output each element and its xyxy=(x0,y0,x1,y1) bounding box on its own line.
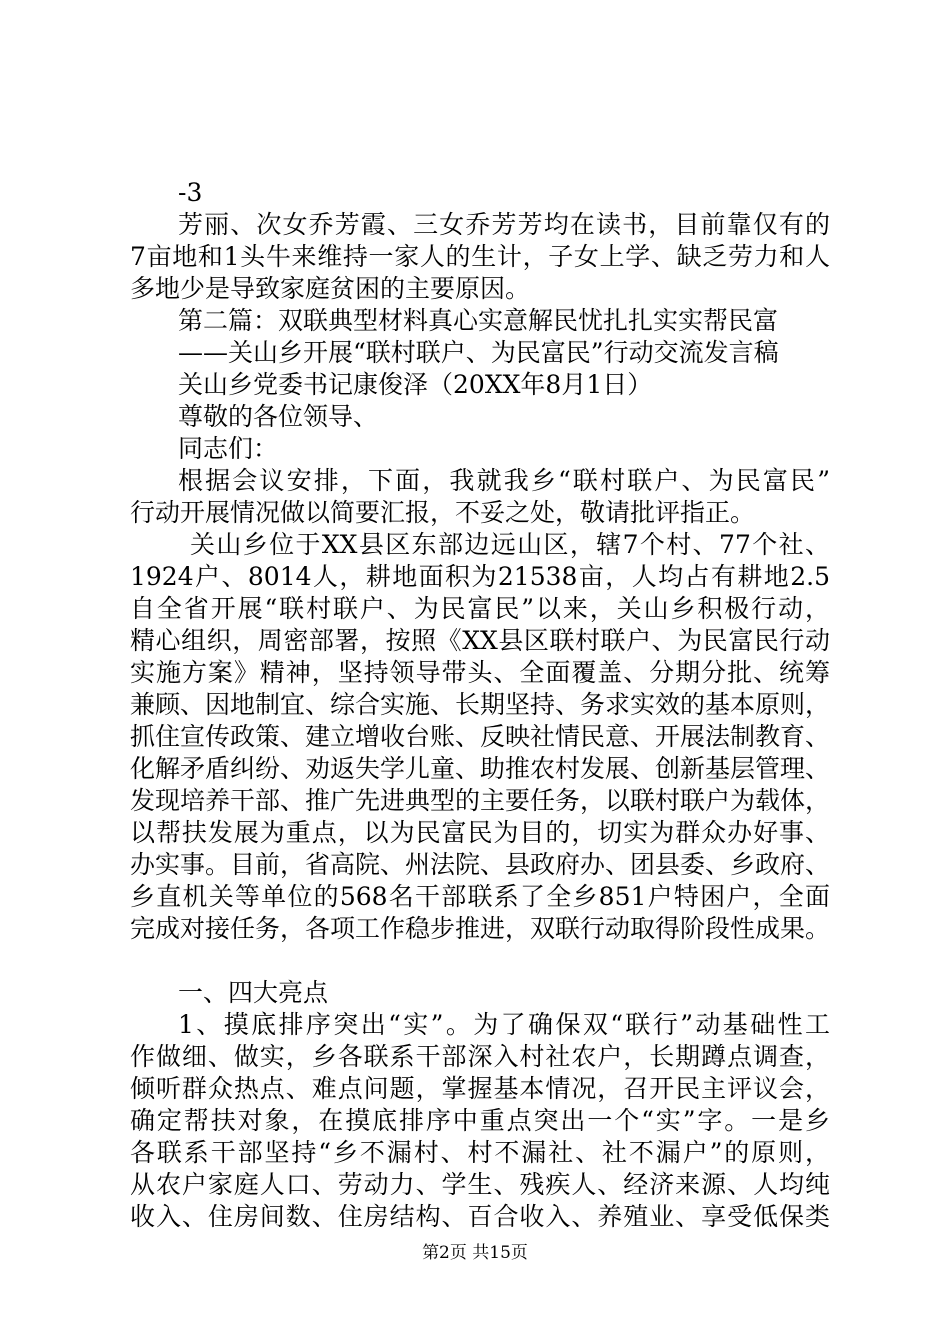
paragraph-line: 芳丽、次女乔芳霞、三女乔芳芳均在读书，目前靠仅有的 xyxy=(178,210,830,239)
paragraph-line: 完成对接任务，各项工作稳步推进，双联行动取得阶段性成果。 xyxy=(130,914,830,943)
section-subtitle: ——关山乡开展“联村联户、为民富民”行动交流发言稿 xyxy=(178,338,779,367)
paragraph-line: 关山乡位于XX县区东部边远山区，辖7个村、77个社、 xyxy=(190,530,830,559)
paragraph-line: 发现培养干部、推广先进典型的主要任务，以联村联户为载体， xyxy=(130,786,830,815)
paragraph-line: 抓住宣传政策、建立增收台账、反映社情民意、开展法制教育、 xyxy=(130,722,830,751)
paragraph-line: 精心组织，周密部署，按照《XX县区联村联户、为民富民行动 xyxy=(130,626,830,655)
paragraph-line: 7亩地和1头牛来维持一家人的生计，子女上学、缺乏劳力和人 xyxy=(130,242,830,271)
paragraph-line: 以帮扶发展为重点，以为民富民为目的，切实为群众办好事、 xyxy=(130,818,830,847)
page-continuation-marker: -3 xyxy=(178,178,203,207)
paragraph-line: 办实事。目前，省高院、州法院、县政府办、团县委、乡政府、 xyxy=(130,850,830,879)
paragraph-line: 倾听群众热点、难点问题，掌握基本情况，召开民主评议会， xyxy=(130,1074,830,1103)
section-title: 第二篇：双联典型材料真心实意解民忧扎扎实实帮民富 xyxy=(178,306,779,335)
salutation-line: 同志们： xyxy=(178,434,279,463)
paragraph-line: 多地少是导致家庭贫困的主要原因。 xyxy=(130,274,531,303)
speaker-line: 关山乡党委书记康俊泽（20XX年8月1日） xyxy=(178,370,653,399)
page-footer: 第2页 共15页 xyxy=(422,1243,528,1263)
paragraph-line: 1、摸底排序突出“实”。为了确保双“联行”动基础性工 xyxy=(178,1010,830,1039)
paragraph-line: 作做细、做实，乡各联系干部深入村社农户，长期蹲点调查， xyxy=(130,1042,830,1071)
paragraph-line: 从农户家庭人口、劳动力、学生、残疾人、经济来源、人均纯 xyxy=(130,1170,830,1199)
paragraph-line: 实施方案》精神，坚持领导带头、全面覆盖、分期分批、统筹 xyxy=(130,658,830,687)
paragraph-line: 乡直机关等单位的568名干部联系了全乡851户特困户，全面 xyxy=(130,882,830,911)
paragraph-line: 根据会议安排，下面，我就我乡“联村联户、为民富民” xyxy=(178,466,830,495)
paragraph-line: 各联系干部坚持“乡不漏村、村不漏社、社不漏户”的原则， xyxy=(130,1138,830,1167)
section-heading: 一、四大亮点 xyxy=(178,978,329,1007)
paragraph-line: 化解矛盾纠纷、劝返失学儿童、助推农村发展、创新基层管理、 xyxy=(130,754,830,783)
paragraph-line: 1924户、8014人，耕地面积为21538亩，人均占有耕地2.5 xyxy=(130,562,830,591)
salutation-line: 尊敬的各位领导、 xyxy=(178,402,379,431)
paragraph-line: 确定帮扶对象，在摸底排序中重点突出一个“实”字。一是乡 xyxy=(130,1106,830,1135)
paragraph-line: 行动开展情况做以简要汇报，不妥之处，敬请批评指正。 xyxy=(130,498,756,527)
paragraph-line: 兼顾、因地制宜、综合实施、长期坚持、务求实效的基本原则， xyxy=(130,690,830,719)
paragraph-line: 收入、住房间数、住房结构、百合收入、养殖业、享受低保类 xyxy=(130,1202,830,1231)
paragraph-line: 自全省开展“联村联户、为民富民”以来，关山乡积极行动， xyxy=(130,594,830,623)
